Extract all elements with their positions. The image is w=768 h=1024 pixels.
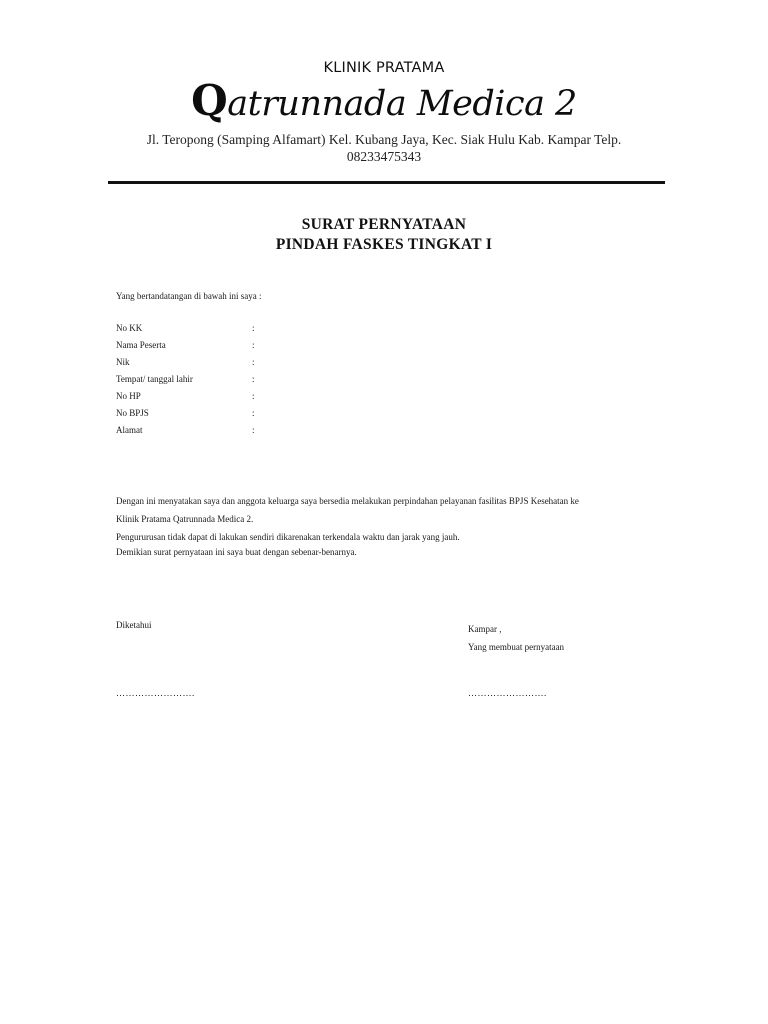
clinic-name-logo — [0, 76, 768, 125]
field-label: Alamat — [116, 425, 143, 435]
field-label: Nik — [116, 357, 130, 367]
header-divider — [108, 181, 665, 184]
field-row — [116, 340, 416, 357]
acknowledged-label: Diketahui — [116, 620, 152, 630]
title-line-1: SURAT PERNYATAAN — [301, 216, 467, 233]
field-colon: : — [252, 425, 255, 435]
field-colon: : — [252, 374, 255, 384]
field-colon: : — [252, 357, 255, 367]
statement-line-2: Klinik Pratama Qatrunnada Medica 2. — [116, 514, 254, 524]
signer-signature-line: ……………………. — [468, 688, 547, 698]
title-line-2: PINDAH FASKES TINGKAT I — [275, 236, 493, 253]
field-label: Nama Peserta — [116, 340, 166, 350]
statement-paragraph — [116, 492, 661, 546]
closing-text: Demikian surat pernyataan ini saya buat dengan sebenar-benarnya. — [116, 547, 357, 557]
field-label: No HP — [116, 391, 141, 401]
statement-line-1: Dengan ini menyatakan saya dan anggota keluarga saya bersedia melakukan perpindahan pelayanan fasilitas BPJS Kesehatan ke — [116, 496, 579, 506]
intro-text: Yang bertandatangan di bawah ini saya : — [116, 291, 262, 301]
clinic-name-rest: atrunnada Medica 2 — [227, 84, 577, 124]
clinic-type: KLINIK PRATAMA — [323, 60, 445, 76]
statement-line-3: Pengururusan tidak dapat di lakukan sendiri dikarenakan terkendala waktu dan jarak yang jauh. — [116, 532, 460, 542]
field-label: No BPJS — [116, 408, 149, 418]
field-row — [116, 374, 416, 391]
field-row — [116, 357, 416, 374]
field-colon: : — [252, 391, 255, 401]
field-row — [116, 425, 416, 442]
signer-label: Yang membuat pernyataan — [468, 642, 565, 652]
field-row — [116, 391, 416, 408]
identity-fields — [116, 323, 416, 442]
signer-block — [468, 620, 564, 656]
field-row — [116, 408, 416, 425]
acknowledger-signature-line: ……………………. — [116, 688, 195, 698]
document-title — [0, 215, 768, 255]
clinic-name-initial: Q — [191, 76, 228, 125]
signing-place: Kampar , — [468, 624, 502, 634]
field-label: No KK — [116, 323, 143, 333]
field-colon: : — [252, 408, 255, 418]
field-colon: : — [252, 340, 255, 350]
letterhead — [0, 58, 768, 125]
field-colon: : — [252, 323, 255, 333]
field-row — [116, 323, 416, 340]
clinic-address: Jl. Teropong (Samping Alfamart) Kel. Kubang Jaya, Kec. Siak Hulu Kab. Kampar Telp. 08233475343 — [146, 132, 622, 164]
field-label: Tempat/ tanggal lahir — [116, 374, 193, 384]
